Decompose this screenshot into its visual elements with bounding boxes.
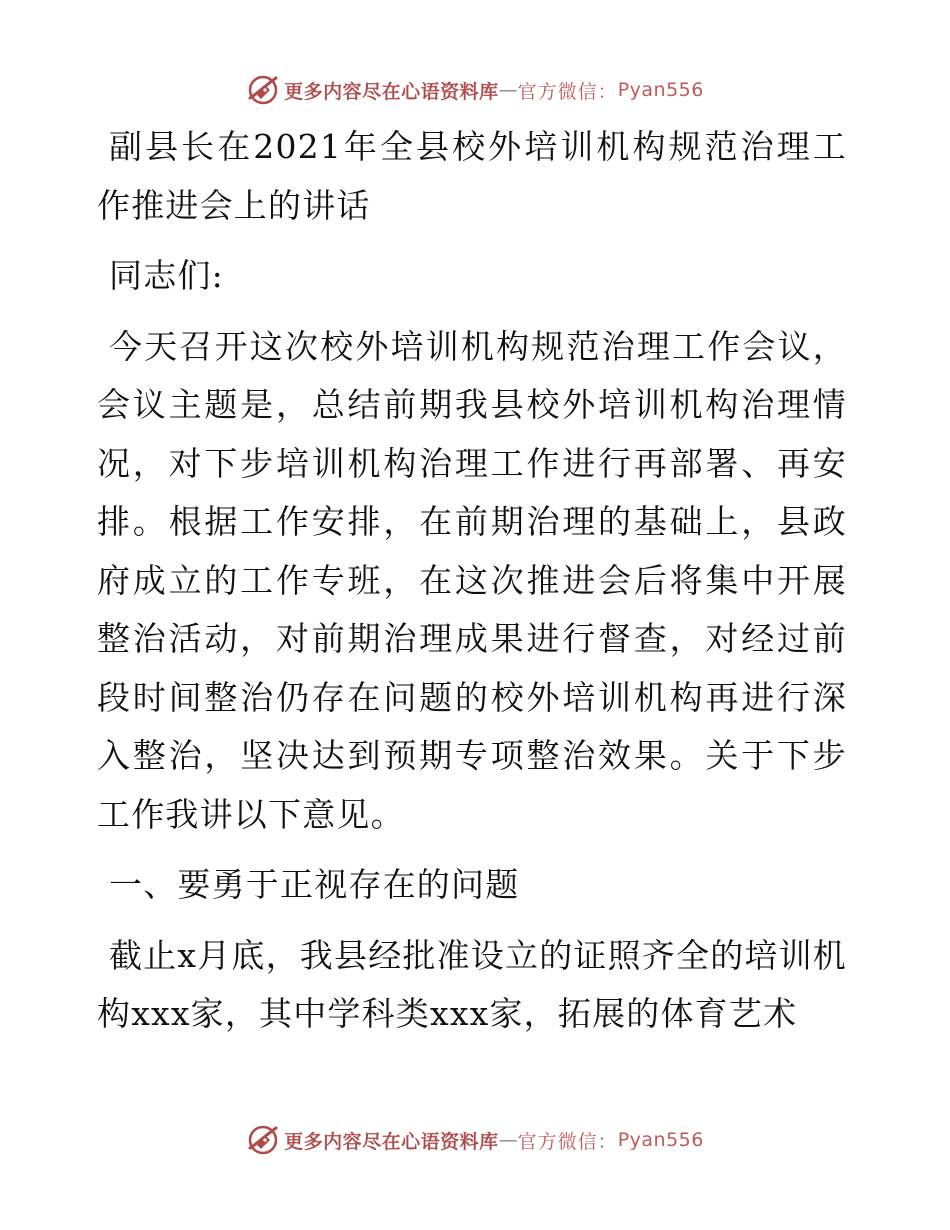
- banner-separator: —: [498, 1129, 518, 1151]
- banner-brand-text: 更多内容尽在心语资料库: [284, 1130, 499, 1153]
- header-watermark-banner: [0, 70, 950, 110]
- document-title: 副县长在2021年全县校外培训机构规范治理工作推进会上的讲话: [97, 127, 847, 225]
- banner-separator: —: [498, 79, 518, 101]
- banner-wechat-account: Pyan556: [617, 79, 704, 101]
- banner-wechat-account: Pyan556: [617, 1129, 704, 1151]
- salutation: 同志们:: [109, 256, 224, 295]
- banner-wechat-label: 官方微信：: [517, 1130, 618, 1153]
- banner-wechat-label: 官方微信：: [517, 80, 618, 103]
- banner-brand-text: 更多内容尽在心语资料库: [284, 80, 499, 103]
- pen-nib-logo-icon: [246, 1123, 280, 1157]
- intro-paragraph: 今天召开这次校外培训机构规范治理工作会议，会议主题是，总结前期我县校外培训机构治理情况，对下步培训机构治理工作进行再部署、再安排。根据工作安排，在前期治理的基础上，县政府成立的工作专班，在这次推进会后将集中开展整治活动，对前期治理成果进行督查，对经过前段时间整治仍存在问题的校外培训机构再进行深入整治，坚决达到预期专项整治效果。关于下步工作我讲以下意见。: [97, 326, 847, 834]
- document-body: [97, 118, 847, 1056]
- section-paragraph: 截止x月底，我县经批准设立的证照齐全的培训机构xxx家，其中学科类xxx家，拓展的体育艺术: [97, 935, 848, 1033]
- pen-nib-logo-icon: [246, 73, 280, 107]
- footer-watermark-banner: [0, 1120, 950, 1160]
- section-heading: 一、要勇于正视存在的问题: [109, 865, 520, 904]
